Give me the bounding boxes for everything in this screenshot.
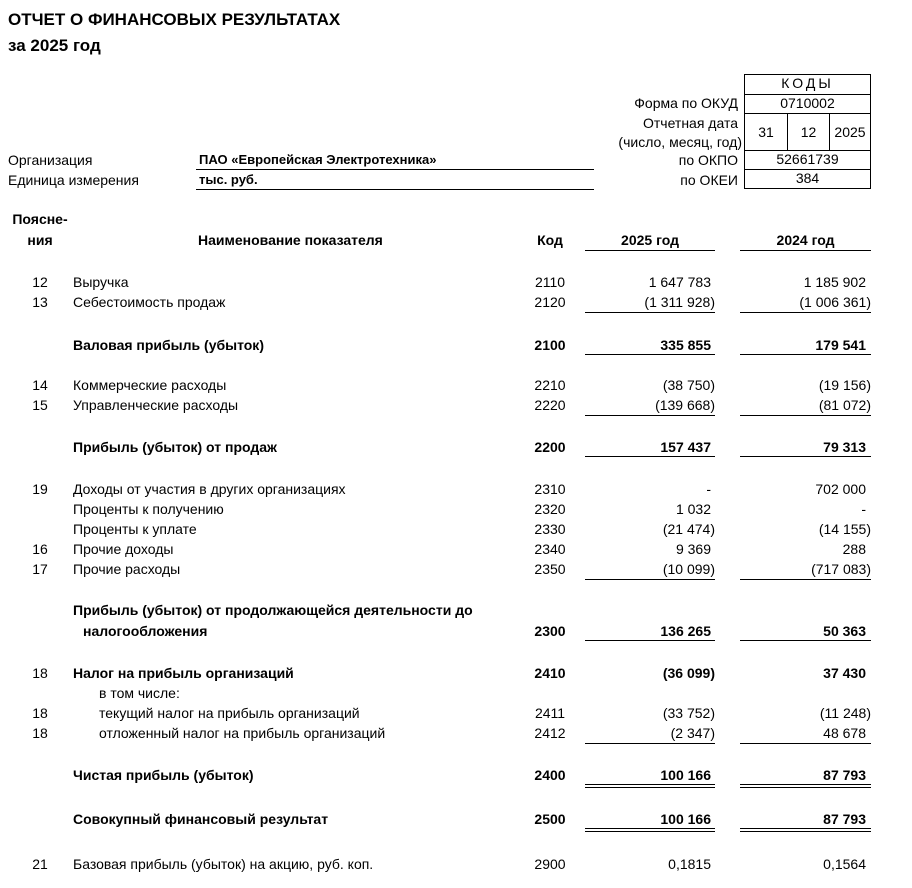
table-row [0,854,912,874]
row-code: 2411 [534,705,566,721]
rule [740,640,871,641]
row-name: Проценты к уплате [73,521,197,537]
row-value-2025: 0,1815 [668,856,711,872]
row-code: 2500 [534,811,566,827]
row-value-2024: 87 793 [823,811,866,827]
table-row-total [0,437,912,457]
row-value-2024: 288 [842,541,866,557]
row-value-2024: 50 363 [823,623,866,639]
rule [740,354,871,355]
rule [740,312,871,313]
row-value-2024: 87 793 [823,767,866,783]
okei-label: по ОКЕИ [680,172,738,188]
row-value-2025: 1 032 [675,501,711,517]
row-value-2025: (38 750) [662,377,715,393]
row-name: Себестоимость продаж [73,294,226,310]
row-value-2024: (14 155) [818,521,871,537]
date-month: 12 [787,113,830,151]
row-note: 17 [32,561,48,577]
row-code: 2900 [534,856,566,872]
row-note: 15 [32,397,48,413]
row-value-2024: 48 678 [823,725,866,741]
row-value-2024: (1 006 361) [799,294,871,310]
row-code: 2310 [534,481,566,497]
double-rule [585,828,715,832]
row-name: Прочие доходы [73,541,174,557]
row-code: 2340 [534,541,566,557]
okud-value: 0710002 [744,94,871,114]
row-code: 2412 [534,725,566,741]
row-value-2025: 157 437 [660,439,711,455]
table-row [0,375,912,395]
rule [585,743,715,744]
row-name: Налог на прибыль организаций [73,665,294,681]
header-underline-2025 [585,250,715,251]
double-rule [585,784,715,788]
row-note: 16 [32,541,48,557]
table-row [0,479,912,499]
unit-label: Единица измерения [8,172,139,188]
row-value-2025: 100 166 [660,811,711,827]
row-name: Валовая прибыль (убыток) [73,337,264,353]
row-value-2024: 702 000 [815,481,866,497]
date-label-1: Отчетная дата [642,115,738,131]
date-day: 31 [744,113,788,151]
row-name: в том числе: [99,685,180,701]
row-code: 2220 [534,397,566,413]
row-code: 2400 [534,767,566,783]
okud-label: Форма по ОКУД [634,95,738,111]
rule [585,354,715,355]
col-code-header: Код [537,232,563,248]
row-name-line2: налогообложения [83,623,208,639]
okpo-label: по ОКПО [678,152,738,168]
rule [585,312,715,313]
header-underline-2024 [740,250,871,251]
row-note: 18 [32,705,48,721]
row-value-2024: 1 185 902 [803,274,866,290]
row-code: 2330 [534,521,566,537]
okei-value: 384 [744,169,871,189]
row-code: 2300 [534,623,566,639]
row-note: 18 [32,725,48,741]
row-note: 12 [32,274,48,290]
row-note: 21 [32,856,48,872]
row-value-2025: 335 855 [660,337,711,353]
rule [585,415,715,416]
unit-value: тыс. руб. [199,172,258,187]
rule [585,456,715,457]
date-label-2: (число, месяц, год) [618,134,742,150]
row-code: 2320 [534,501,566,517]
row-value-2024: (11 248) [819,705,871,721]
table-row [0,292,912,312]
table-row-total [0,765,912,785]
table-row [0,395,912,415]
double-rule [740,828,871,832]
row-name: Коммерческие расходы [73,377,227,393]
date-year: 2025 [829,113,871,151]
rule [740,415,871,416]
table-row-total [0,335,912,355]
table-row [0,703,912,723]
row-name: Проценты к получению [73,501,224,517]
row-value-2024: 37 430 [823,665,866,681]
table-row [0,519,912,539]
rule [585,579,715,580]
row-value-2025: (36 099) [662,665,715,681]
row-value-2025: (139 668) [655,397,715,413]
col-2025-header: 2025 год [621,232,679,248]
report-period: за 2025 год [8,36,101,55]
rule [740,456,871,457]
rule [740,579,871,580]
org-value: ПАО «Европейская Электротехника» [199,152,437,167]
row-note: 19 [32,481,48,497]
row-note: 18 [32,665,48,681]
col-name-header: Наименование показателя [198,232,383,248]
row-value-2025: (21 474) [662,521,715,537]
unit-underline [196,189,594,190]
row-name: текущий налог на прибыль организаций [99,705,360,721]
row-value-2025: (2 347) [670,725,715,741]
row-value-2025: (10 099) [662,561,715,577]
row-value-2024: (81 072) [818,397,871,413]
row-value-2025: 136 265 [660,623,711,639]
rule [585,640,715,641]
row-value-2024: (19 156) [818,377,871,393]
row-value-2025: 1 647 783 [648,274,711,290]
row-value-2024: 79 313 [823,439,866,455]
row-name: Управленческие расходы [73,397,239,413]
col-note-header-1: Поясне- [12,211,68,227]
table-row [0,663,912,683]
double-rule [740,784,871,788]
row-name: Прибыль (убыток) от продаж [73,439,277,455]
row-note: 13 [32,294,48,310]
row-value-2025: 9 369 [675,541,711,557]
row-name: отложенный налог на прибыль организаций [99,725,386,741]
col-note-header-2: ния [27,232,53,248]
row-code: 2200 [534,439,566,455]
row-code: 2120 [534,294,566,310]
row-name: Доходы от участия в других организациях [73,481,346,497]
row-value-2025: 100 166 [660,767,711,783]
row-name: Чистая прибыль (убыток) [73,767,254,783]
table-row [0,499,912,519]
row-code: 2210 [534,377,566,393]
table-row [0,559,912,579]
org-label: Организация [8,152,93,168]
row-name-line1: Прибыль (убыток) от продолжающейся деятельности до [73,602,473,618]
row-value-2025: (33 752) [662,705,715,721]
row-code: 2110 [534,274,566,290]
row-name: Выручка [73,274,129,290]
row-name: Прочие расходы [73,561,181,577]
table-row-total [0,600,912,620]
col-2024-header: 2024 год [776,232,835,248]
row-code: 2410 [534,665,566,681]
row-note: 14 [32,377,48,393]
row-value-2025: - [706,481,711,497]
okpo-value: 52661739 [744,150,871,170]
row-name: Базовая прибыль (убыток) на акцию, руб. коп. [73,856,374,872]
table-row-total [0,809,912,829]
row-code: 2350 [534,561,566,577]
row-name: Совокупный финансовый результат [73,811,329,827]
org-underline [196,169,594,170]
rule [740,743,871,744]
codes-header: КОДЫ [744,74,871,95]
table-row [0,272,912,292]
table-row [0,683,912,703]
report-title: ОТЧЕТ О ФИНАНСОВЫХ РЕЗУЛЬТАТАХ [8,10,341,29]
row-value-2024: 179 541 [815,337,866,353]
row-value-2024: 0,1564 [823,856,866,872]
row-value-2024: (717 083) [811,561,871,577]
row-code: 2100 [534,337,566,353]
row-value-2025: (1 311 928) [644,294,715,310]
row-value-2024: - [861,501,866,517]
table-row [0,539,912,559]
table-row-total [0,621,912,641]
table-row [0,723,912,743]
